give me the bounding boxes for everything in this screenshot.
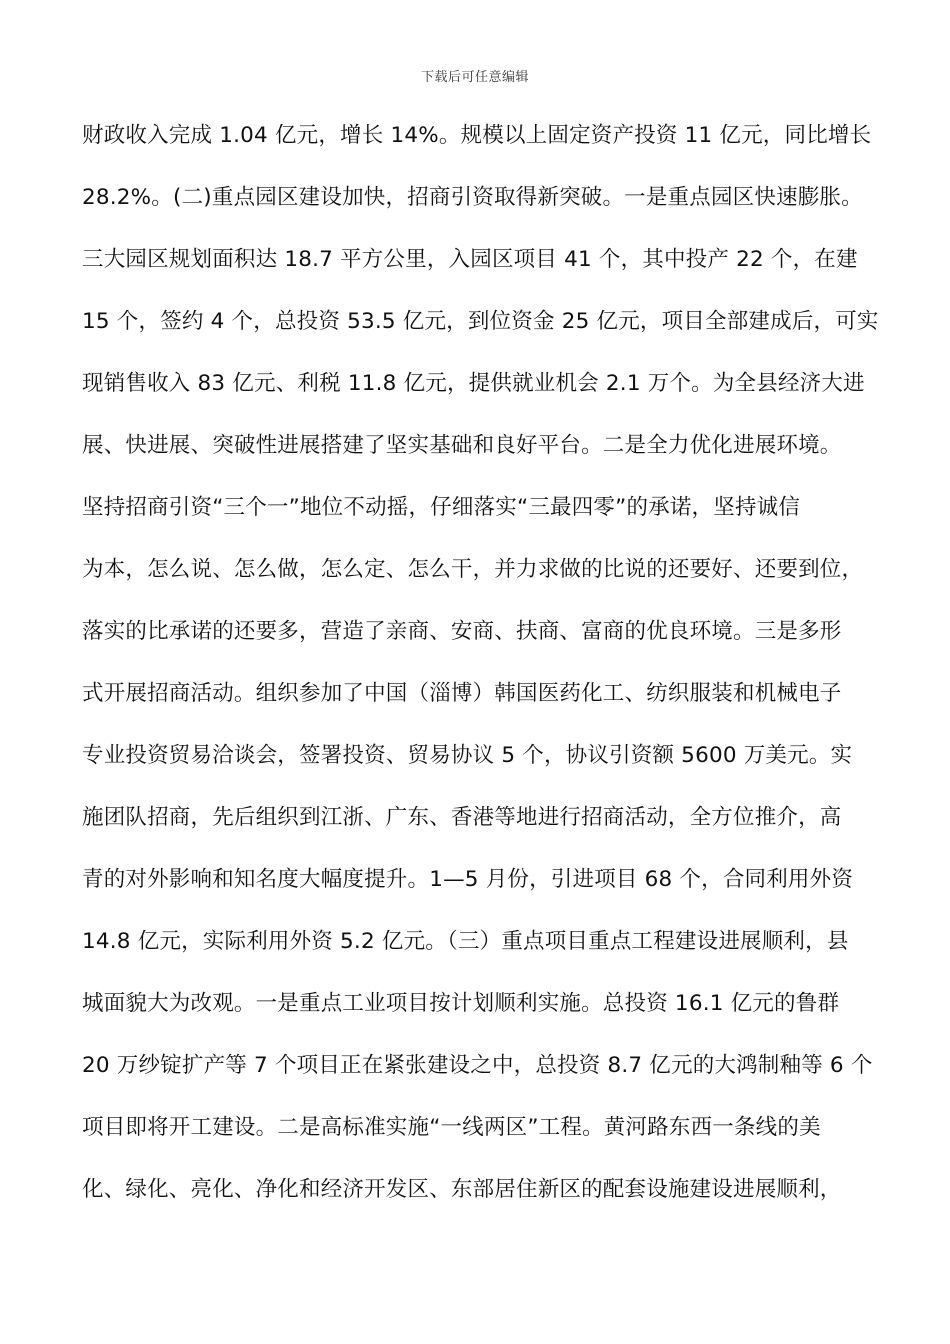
text-line: 化、绿化、亮化、净化和经济开发区、东部居住新区的配套设施建设进展顺利，: [82, 1177, 842, 1202]
text-line: 专业投资贸易洽谈会，签署投资、贸易协议 5 个，协议引资额 5600 万美元。实: [82, 743, 853, 768]
text-line: 施团队招商，先后组织到江浙、广东、香港等地进行招商活动，全方位推介，高: [82, 805, 842, 830]
text-line: 15 个，签约 4 个，总投资 53.5 亿元，到位资金 25 亿元，项目全部建成后，可实: [82, 309, 879, 334]
text-line: 20 万纱锭扩产等 7 个项目正在紧张建设之中，总投资 8.7 亿元的大鸿制釉等 6 个: [82, 1053, 873, 1078]
text-line: 财政收入完成 1.04 亿元，增长 14%。规模以上固定资产投资 11 亿元，同比增长: [82, 123, 872, 148]
text-line: 项目即将开工建设。二是高标准实施“一线两区”工程。黄河路东西一条线的美: [82, 1115, 821, 1140]
text-line: 28.2%。(二)重点园区建设加快，招商引资取得新突破。一是重点园区快速膨胀。: [82, 185, 863, 210]
text-line: 14.8 亿元，实际利用外资 5.2 亿元。（三）重点项目重点工程建设进展顺利，县: [82, 929, 849, 954]
text-line: 展、快进展、突破性进展搭建了坚实基础和良好平台。二是全力优化进展环境。: [82, 433, 842, 458]
text-line: 现销售收入 83 亿元、利税 11.8 亿元，提供就业机会 2.1 万个。为全县经济大进: [82, 371, 865, 396]
text-line: 城面貌大为改观。一是重点工业项目按计划顺利实施。总投资 16.1 亿元的鲁群: [82, 991, 840, 1016]
document-body: [82, 114, 882, 1230]
page-header: 下载后可任意编辑: [420, 70, 529, 85]
text-line: 为本，怎么说、怎么做，怎么定、怎么干，并力求做的比说的还要好、还要到位，: [82, 557, 864, 582]
text-line: 落实的比承诺的还要多，营造了亲商、安商、扶商、富商的优良环境。三是多形: [82, 619, 842, 644]
text-line: 坚持招商引资“三个一”地位不动摇，仔细落实“三最四零”的承诺，坚持诚信: [82, 495, 801, 520]
text-line: 式开展招商活动。组织参加了中国（淄博）韩国医药化工、纺织服装和机械电子: [82, 681, 842, 706]
text-line: 青的对外影响和知名度大幅度提升。1—5 月份，引进项目 68 个，合同利用外资: [82, 867, 854, 892]
text-line: 三大园区规划面积达 18.7 平方公里，入园区项目 41 个，其中投产 22 个，在建: [82, 247, 858, 272]
